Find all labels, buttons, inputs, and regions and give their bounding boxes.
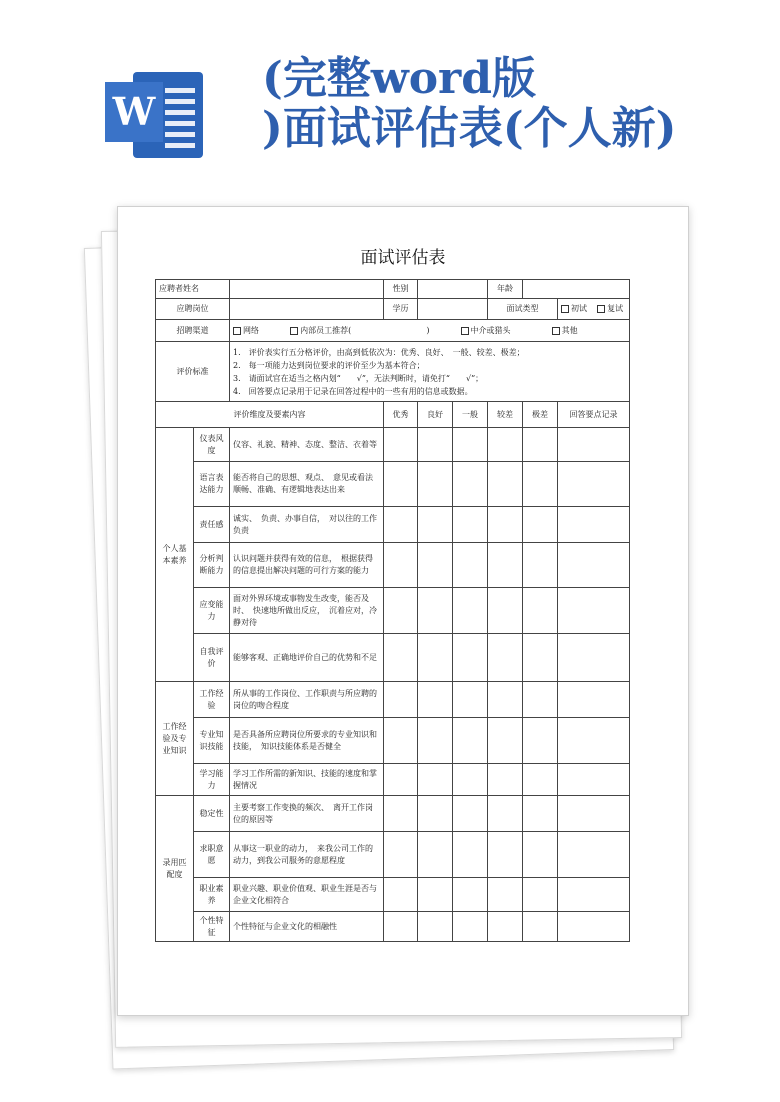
word-document-icon [105,68,205,160]
table-row [156,912,630,942]
rating-cell-excellent[interactable] [384,588,418,634]
rating-cell-good[interactable] [418,462,453,507]
rating-cell-good[interactable] [418,428,453,462]
evaluation-form-table [155,279,630,942]
rating-cell-poor[interactable] [488,764,523,796]
interview-type-options [558,299,630,320]
rating-cell-very-poor[interactable] [523,462,558,507]
factor-label: 语言表达能力 [194,462,230,507]
rating-cell-very-poor[interactable] [523,682,558,718]
rating-cell-poor[interactable] [488,796,523,832]
factor-label: 个性特征 [194,912,230,942]
education-label: 学历 [384,299,418,320]
channel-options [230,320,630,342]
rating-cell-average[interactable] [453,796,488,832]
table-row [156,428,630,462]
rating-cell-good[interactable] [418,507,453,543]
page-title [262,54,762,154]
notes-cell[interactable] [558,718,630,764]
rating-cell-good[interactable] [418,543,453,588]
factor-description: 面对外界环境或事物发生改变，能否及时、 快速地所做出反应， 沉着应对，冷静对待 [230,588,384,634]
rating-cell-good[interactable] [418,718,453,764]
factor-description: 从事这一职业的动力， 来我公司工作的动力，到我公司服务的意愿程度 [230,832,384,878]
factor-description: 所从事的工作岗位、工作职责与所应聘的岗位的吻合程度 [230,682,384,718]
rating-cell-average[interactable] [453,832,488,878]
rating-cell-excellent[interactable] [384,718,418,764]
rating-cell-excellent[interactable] [384,764,418,796]
rating-cell-poor[interactable] [488,428,523,462]
factor-label: 分析判断能力 [194,543,230,588]
interview-type-label: 面试类型 [488,299,558,320]
factor-description: 认识问题并获得有效的信息， 根据获得的信息提出解决问题的可行方案的能力 [230,543,384,588]
rating-cell-excellent[interactable] [384,428,418,462]
rating-cell-excellent[interactable] [384,543,418,588]
factor-description: 个性特征与企业文化的相融性 [230,912,384,942]
column-header-very-poor: 极差 [523,402,558,428]
rating-cell-very-poor[interactable] [523,588,558,634]
table-row [156,718,630,764]
table-row [156,462,630,507]
factor-label: 稳定性 [194,796,230,832]
rating-cell-very-poor[interactable] [523,428,558,462]
channel-agency-checkbox[interactable]: 中介或猎头 [461,326,511,335]
factor-description: 仪容、礼貌、精神、态度、整洁、衣着等 [230,428,384,462]
factor-description: 诚实、 负责、办事自信， 对以往的工作负责 [230,507,384,543]
table-row [156,543,630,588]
rating-cell-average[interactable] [453,507,488,543]
age-field[interactable] [523,280,630,299]
group-label-fit: 录用匹配度 [156,796,194,942]
rating-cell-average[interactable] [453,682,488,718]
age-label: 年龄 [488,280,523,299]
rating-cell-good[interactable] [418,878,453,912]
table-row [156,342,630,402]
factor-description: 是否具备所应聘岗位所要求的专业知识和技能， 知识技能体系是否健全 [230,718,384,764]
table-row [156,682,630,718]
rating-cell-excellent[interactable] [384,912,418,942]
column-header-dimension: 评价维度及要素内容 [156,402,384,428]
factor-label: 工作经验 [194,682,230,718]
factor-label: 职业素养 [194,878,230,912]
education-field[interactable] [418,299,488,320]
rating-cell-good[interactable] [418,832,453,878]
rating-cell-poor[interactable] [488,507,523,543]
rating-cell-good[interactable] [418,912,453,942]
channel-referral-close: ) [426,325,430,335]
rating-cell-very-poor[interactable] [523,878,558,912]
channel-label: 招聘渠道 [156,320,230,342]
rating-cell-excellent[interactable] [384,462,418,507]
factor-label: 仪表风度 [194,428,230,462]
criteria-list [230,342,630,402]
rating-cell-poor[interactable] [488,878,523,912]
rating-cell-good[interactable] [418,588,453,634]
rating-cell-poor[interactable] [488,588,523,634]
notes-cell[interactable] [558,912,630,942]
factor-label: 专业知识技能 [194,718,230,764]
rating-cell-very-poor[interactable] [523,507,558,543]
rating-cell-excellent[interactable] [384,634,418,682]
notes-cell[interactable] [558,634,630,682]
criteria-item: 2. 每一项能力达到岗位要求的评价至少为基本符合； [233,360,425,370]
position-field[interactable] [230,299,384,320]
notes-cell[interactable] [558,796,630,832]
rating-cell-poor[interactable] [488,832,523,878]
rating-cell-average[interactable] [453,764,488,796]
rating-cell-excellent[interactable] [384,682,418,718]
rating-cell-very-poor[interactable] [523,832,558,878]
column-header-average: 一般 [453,402,488,428]
column-header-excellent: 优秀 [384,402,418,428]
notes-cell[interactable] [558,462,630,507]
applicant-name-field[interactable] [230,280,384,299]
table-row [156,764,630,796]
gender-label: 性别 [384,280,418,299]
table-row [156,320,630,342]
document-page [117,206,689,1016]
notes-cell[interactable] [558,507,630,543]
rating-cell-average[interactable] [453,912,488,942]
channel-online-checkbox[interactable]: 网络 [233,326,259,335]
criteria-item: 3. 请面试官在适当之格内划“ √”，无法判断时，请免打“ √”； [233,373,484,383]
channel-other-checkbox[interactable]: 其他 [552,326,578,335]
rating-cell-poor[interactable] [488,543,523,588]
criteria-label: 评价标准 [156,342,230,402]
table-header-row [156,402,630,428]
applicant-name-label: 应聘者姓名 [156,280,230,299]
criteria-item: 1. 评价表实行五分格评价，由高到低依次为：优秀、良好、 一般、较差、极差； [233,347,525,357]
notes-cell[interactable] [558,878,630,912]
rating-cell-good[interactable] [418,682,453,718]
position-label: 应聘岗位 [156,299,230,320]
factor-description: 学习工作所需的新知识、技能的速度和掌握情况 [230,764,384,796]
rating-cell-very-poor[interactable] [523,634,558,682]
notes-cell[interactable] [558,682,630,718]
rating-cell-very-poor[interactable] [523,718,558,764]
notes-cell[interactable] [558,832,630,878]
column-header-good: 良好 [418,402,453,428]
gender-field[interactable] [418,280,488,299]
table-row [156,280,630,299]
rating-cell-excellent[interactable] [384,507,418,543]
rating-cell-average[interactable] [453,718,488,764]
notes-cell[interactable] [558,428,630,462]
rating-cell-average[interactable] [453,462,488,507]
rating-cell-very-poor[interactable] [523,796,558,832]
column-header-notes: 回答要点记录 [558,402,630,428]
notes-cell[interactable] [558,543,630,588]
table-row [156,878,630,912]
rating-cell-good[interactable] [418,796,453,832]
page-title-line2: )面试评估表(个人新) [262,103,677,154]
notes-cell[interactable] [558,764,630,796]
rating-cell-average[interactable] [453,634,488,682]
first-interview-checkbox[interactable]: 初试 [561,304,587,313]
rating-cell-excellent[interactable] [384,832,418,878]
group-label-basic: 个人基本素养 [156,428,194,682]
table-row [156,588,630,634]
rating-cell-very-poor[interactable] [523,912,558,942]
notes-cell[interactable] [558,588,630,634]
rating-cell-poor[interactable] [488,462,523,507]
table-row [156,832,630,878]
rating-cell-good[interactable] [418,634,453,682]
rating-cell-average[interactable] [453,878,488,912]
group-label-experience: 工作经验及专业知识 [156,682,194,796]
rating-cell-average[interactable] [453,588,488,634]
rating-cell-very-poor[interactable] [523,764,558,796]
form-title: 面试评估表 [360,248,446,268]
factor-label: 应变能力 [194,588,230,634]
factor-description: 职业兴趣、职业价值观、职业生涯是否与企业文化相符合 [230,878,384,912]
factor-label: 学习能力 [194,764,230,796]
channel-referral-checkbox[interactable]: 内部员工推荐( [290,326,351,335]
rating-cell-poor[interactable] [488,682,523,718]
criteria-item: 4. 回答要点记录用于记录在回答过程中的一些有用的信息或数据。 [233,386,473,396]
rating-cell-good[interactable] [418,764,453,796]
factor-label: 责任感 [194,507,230,543]
rating-cell-average[interactable] [453,428,488,462]
second-interview-checkbox[interactable]: 复试 [597,304,623,313]
table-row [156,507,630,543]
factor-description: 能否将自己的思想、观点、 意见或看法顺畅、准确、有逻辑地表达出来 [230,462,384,507]
table-row [156,299,630,320]
column-header-poor: 较差 [488,402,523,428]
rating-cell-average[interactable] [453,543,488,588]
table-row [156,796,630,832]
rating-cell-poor[interactable] [488,718,523,764]
factor-description: 主要考察工作变换的频次、 离开工作岗位的原因等 [230,796,384,832]
rating-cell-poor[interactable] [488,634,523,682]
page-title-line1: (完整word版 [262,53,536,104]
factor-description: 能够客观、正确地评价自己的优势和不足 [230,634,384,682]
factor-label: 自我评价 [194,634,230,682]
rating-cell-very-poor[interactable] [523,543,558,588]
rating-cell-poor[interactable] [488,912,523,942]
table-row [156,634,630,682]
rating-cell-excellent[interactable] [384,878,418,912]
rating-cell-excellent[interactable] [384,796,418,832]
factor-label: 求职意愿 [194,832,230,878]
word-letter: W [105,82,163,142]
